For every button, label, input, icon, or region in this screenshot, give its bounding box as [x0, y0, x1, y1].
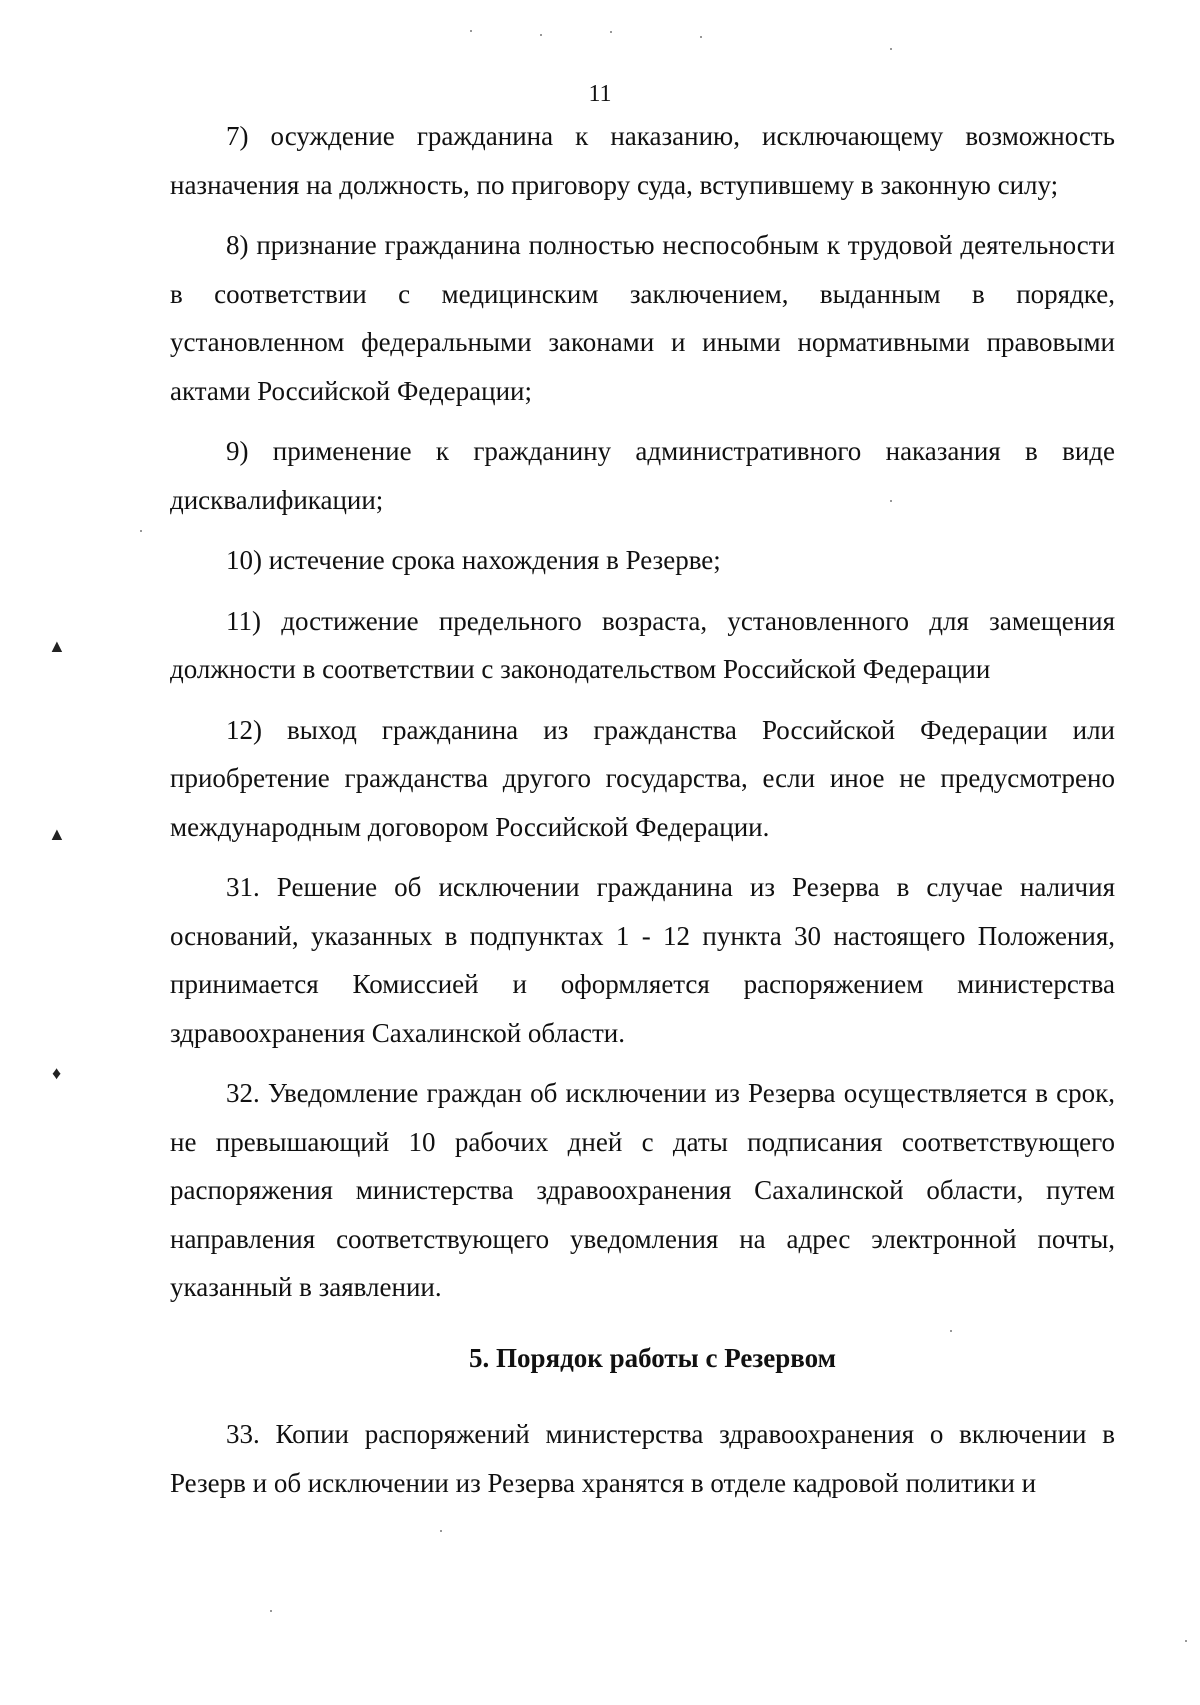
scan-speck	[140, 530, 142, 532]
paragraph-item-11: 11) достижение предельного возраста, установленного для замещения должности в соответствии с законодательством Российской Федерации	[170, 605, 1115, 684]
page-number: 11	[588, 81, 612, 107]
scan-speck	[440, 1530, 442, 1532]
scan-speck	[950, 1330, 952, 1332]
section-heading: 5. Порядок работы с Резервом	[469, 1342, 836, 1373]
scan-mark-icon: ♦	[52, 1063, 62, 1083]
paragraph-item-7: 7) осуждение гражданина к наказанию, исключающему возможность назначения на должность, по приговору суда, вступившему в законную силу;	[170, 121, 1115, 200]
paragraph-item-10: 10) истечение срока нахождения в Резерве;	[226, 545, 721, 575]
paragraph-item-12: 12) выход гражданина из гражданства Российской Федерации или приобретение гражданства другого государства, если иное не предусмотрено международным договором Российской Федерации.	[170, 714, 1115, 842]
scan-speck	[700, 36, 702, 38]
paragraph-item-9: 9) применение к гражданину административного наказания в виде дисквалификации;	[170, 436, 1115, 515]
scan-mark-icon: ▲	[48, 636, 66, 656]
scan-speck	[470, 30, 472, 32]
paragraph-clause-31: 31. Решение об исключении гражданина из Резерва в случае наличия оснований, указанных в подпунктах 1 - 12 пункта 30 настоящего Положения, принимается Комиссией и оформляется распоряжением министерства здравоохранения Сахалинской области.	[170, 872, 1115, 1048]
paragraph-item-8: 8) признание гражданина полностью неспособным к трудовой деятельности в соответствии с медицинским заключением, выданным в порядке, установленном федеральными законами и иными нормативными правовыми актами Российской Федерации;	[170, 230, 1115, 406]
scan-mark-icon: ▲	[48, 824, 66, 844]
scan-speck	[540, 34, 542, 36]
scan-speck	[890, 500, 892, 502]
paragraph-clause-32: 32. Уведомление граждан об исключении из Резерва осуществляется в срок, не превышающий 10 рабочих дней с даты подписания соответствующего распоряжения министерства здравоохранения Сахалинской области, путем направления соответствующего уведомления на адрес электронной почты, указанный в заявлении.	[170, 1078, 1115, 1302]
scan-speck	[890, 48, 892, 50]
scan-speck	[610, 31, 612, 33]
paragraph-clause-33: 33. Копии распоряжений министерства здравоохранения о включении в Резерв и об исключении из Резерва хранятся в отделе кадровой политики и	[170, 1419, 1115, 1498]
scan-speck	[1185, 1640, 1187, 1642]
scan-speck	[270, 1610, 272, 1612]
document-body	[170, 112, 1115, 1519]
